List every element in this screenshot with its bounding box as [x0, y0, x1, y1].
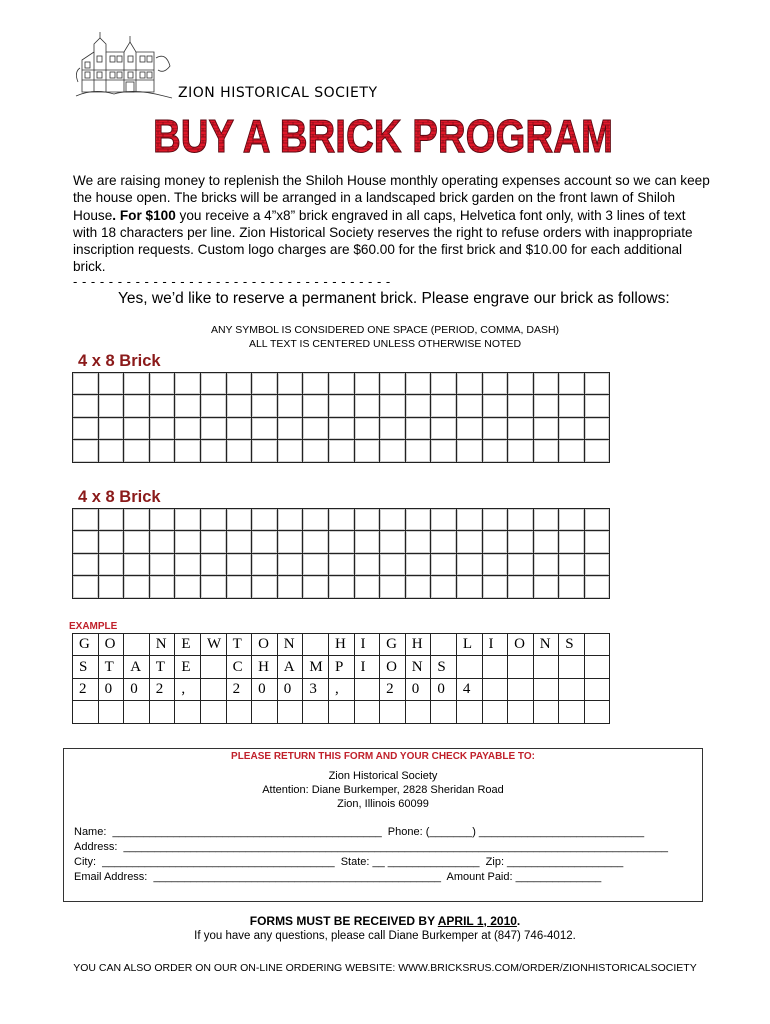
grid-cell[interactable]: [124, 373, 150, 395]
deadline-date: APRIL 1, 2010: [437, 914, 517, 928]
grid-cell: [200, 656, 226, 678]
grid-cell: [508, 678, 534, 700]
grid-cell[interactable]: [584, 440, 610, 462]
grid-cell: 0: [277, 678, 303, 700]
grid-cell[interactable]: [149, 509, 175, 531]
grid-cell[interactable]: [405, 417, 431, 439]
grid-cell: [200, 701, 226, 723]
grid-cell[interactable]: [533, 417, 559, 439]
grid-cell[interactable]: [175, 373, 201, 395]
grid-cell: [533, 656, 559, 678]
grid-cell[interactable]: [559, 576, 585, 598]
name-phone-fields[interactable]: Name: ____________________________________________ Phone: (_______) ___________________________: [74, 826, 645, 838]
grid-cell[interactable]: [456, 553, 482, 575]
grid-cell[interactable]: [482, 576, 508, 598]
grid-cell[interactable]: [559, 417, 585, 439]
grid-cell[interactable]: [354, 509, 380, 531]
deadline-prefix: FORMS MUST BE RECEIVED BY: [249, 914, 438, 928]
intro-price-bold: . For $100: [112, 207, 176, 223]
questions-contact: If you have any questions, please call Diane Burkemper at (847) 746-4012.: [194, 930, 576, 942]
grid-cell: 2: [149, 678, 175, 700]
deadline-notice: [0, 914, 770, 928]
grid-cell[interactable]: [98, 553, 124, 575]
grid-cell: G: [380, 634, 406, 656]
brick-2-title: 4 x 8 Brick: [78, 488, 161, 506]
grid-cell[interactable]: [226, 553, 252, 575]
grid-cell[interactable]: [405, 531, 431, 553]
grid-cell[interactable]: [431, 531, 457, 553]
grid-cell: N: [149, 634, 175, 656]
grid-cell[interactable]: [584, 417, 610, 439]
grid-cell[interactable]: [98, 373, 124, 395]
grid-cell: N: [277, 634, 303, 656]
address-line-2: Attention: Diane Burkemper, 2828 Sheridan Road: [262, 784, 504, 796]
grid-cell[interactable]: [303, 395, 329, 417]
grid-cell: G: [73, 634, 99, 656]
grid-cell: [456, 656, 482, 678]
grid-cell: ,: [328, 678, 354, 700]
grid-cell: 0: [124, 678, 150, 700]
grid-cell[interactable]: [533, 373, 559, 395]
intro-text-part2: you receive a 4”x8” brick engraved in all caps, Helvetica font only, with 3 lines of text with 18 characters per line. Zion Historical Society reserves the right to refuse orders with inappropriate inscription requests. Custom logo charges are $60.00 for the first brick and $10.00 for each additional brick.: [73, 207, 693, 275]
grid-cell[interactable]: [277, 440, 303, 462]
grid-cell: [584, 701, 610, 723]
grid-cell[interactable]: [431, 417, 457, 439]
grid-cell[interactable]: [354, 440, 380, 462]
grid-cell: T: [98, 656, 124, 678]
grid-cell[interactable]: [149, 395, 175, 417]
grid-cell[interactable]: [303, 531, 329, 553]
society-name: ZION HISTORICAL SOCIETY: [178, 85, 378, 101]
grid-cell: 3: [303, 678, 329, 700]
grid-cell[interactable]: [533, 395, 559, 417]
grid-row: [73, 634, 610, 656]
grid-row: [73, 576, 610, 598]
shiloh-house-illustration: [74, 22, 174, 104]
grid-cell: T: [149, 656, 175, 678]
grid-cell[interactable]: [98, 395, 124, 417]
grid-cell[interactable]: [431, 395, 457, 417]
grid-cell[interactable]: [149, 440, 175, 462]
grid-cell[interactable]: [533, 440, 559, 462]
grid-cell[interactable]: [380, 373, 406, 395]
grid-cell[interactable]: [456, 576, 482, 598]
grid-cell: 0: [405, 678, 431, 700]
grid-cell[interactable]: [533, 509, 559, 531]
grid-cell[interactable]: [277, 417, 303, 439]
grid-cell[interactable]: [431, 509, 457, 531]
grid-cell[interactable]: [252, 373, 278, 395]
grid-cell: L: [456, 634, 482, 656]
grid-cell[interactable]: [328, 509, 354, 531]
grid-cell[interactable]: [482, 440, 508, 462]
brick-1-engraving-grid[interactable]: [72, 372, 610, 463]
grid-cell: I: [354, 656, 380, 678]
email-amount-fields[interactable]: Email Address: _______________________________________________ Amount Paid: ______________: [74, 871, 602, 883]
grid-cell[interactable]: [303, 373, 329, 395]
grid-cell[interactable]: [328, 576, 354, 598]
grid-cell: 4: [456, 678, 482, 700]
grid-cell: W: [200, 634, 226, 656]
grid-cell: S: [73, 656, 99, 678]
grid-cell[interactable]: [405, 553, 431, 575]
grid-cell[interactable]: [328, 531, 354, 553]
grid-cell: [559, 678, 585, 700]
grid-cell[interactable]: [252, 417, 278, 439]
grid-cell[interactable]: [533, 553, 559, 575]
grid-cell[interactable]: [124, 440, 150, 462]
grid-cell: N: [533, 634, 559, 656]
grid-cell[interactable]: [149, 417, 175, 439]
address-line-3: Zion, Illinois 60099: [337, 798, 429, 810]
grid-cell[interactable]: [252, 509, 278, 531]
grid-cell[interactable]: [584, 509, 610, 531]
grid-cell[interactable]: [354, 373, 380, 395]
grid-cell: [124, 634, 150, 656]
grid-cell[interactable]: [277, 553, 303, 575]
grid-row: [73, 509, 610, 531]
grid-cell[interactable]: [559, 440, 585, 462]
grid-cell[interactable]: [354, 576, 380, 598]
online-order-website: YOU CAN ALSO ORDER ON OUR ON-LINE ORDERING WEBSITE: WWW.BRICKSRUS.COM/ORDER/ZIONHISTORICALSOCIETY: [73, 962, 697, 974]
grid-cell[interactable]: [277, 395, 303, 417]
grid-cell[interactable]: [98, 417, 124, 439]
grid-cell[interactable]: [508, 373, 534, 395]
grid-cell[interactable]: [431, 553, 457, 575]
grid-cell[interactable]: [124, 553, 150, 575]
grid-cell[interactable]: [328, 440, 354, 462]
grid-cell: [98, 701, 124, 723]
grid-cell: H: [252, 656, 278, 678]
buy-a-brick-headline: [148, 110, 618, 160]
grid-cell[interactable]: [584, 576, 610, 598]
grid-cell: S: [559, 634, 585, 656]
brick-1-title: 4 x 8 Brick: [78, 352, 161, 370]
grid-cell[interactable]: [508, 553, 534, 575]
grid-cell: [124, 701, 150, 723]
grid-cell[interactable]: [533, 576, 559, 598]
grid-cell[interactable]: [303, 509, 329, 531]
grid-cell[interactable]: [175, 509, 201, 531]
grid-cell[interactable]: [508, 576, 534, 598]
grid-row: [73, 656, 610, 678]
grid-cell[interactable]: [559, 395, 585, 417]
grid-row: [73, 678, 610, 700]
grid-cell[interactable]: [98, 576, 124, 598]
grid-cell: [431, 701, 457, 723]
grid-cell: [584, 634, 610, 656]
grid-cell: A: [277, 656, 303, 678]
brick-2-engraving-grid[interactable]: [72, 508, 610, 599]
grid-cell: [559, 701, 585, 723]
grid-cell[interactable]: [98, 509, 124, 531]
grid-row: [73, 553, 610, 575]
grid-cell: [533, 701, 559, 723]
grid-cell[interactable]: [456, 373, 482, 395]
grid-cell[interactable]: [584, 373, 610, 395]
grid-cell[interactable]: [482, 373, 508, 395]
grid-cell: [456, 701, 482, 723]
reserve-instruction: Yes, we’d like to reserve a permanent brick. Please engrave our brick as follows:: [118, 290, 670, 307]
grid-cell: C: [226, 656, 252, 678]
grid-cell[interactable]: [200, 509, 226, 531]
grid-cell[interactable]: [328, 395, 354, 417]
grid-cell: [328, 701, 354, 723]
grid-cell[interactable]: [226, 440, 252, 462]
grid-cell[interactable]: [508, 531, 534, 553]
grid-cell: [303, 634, 329, 656]
grid-cell: [508, 701, 534, 723]
grid-cell[interactable]: [175, 553, 201, 575]
grid-cell[interactable]: [124, 395, 150, 417]
grid-row: [73, 395, 610, 417]
grid-cell[interactable]: [98, 440, 124, 462]
grid-cell: M: [303, 656, 329, 678]
grid-cell[interactable]: [252, 395, 278, 417]
grid-cell[interactable]: [252, 576, 278, 598]
grid-cell[interactable]: [200, 395, 226, 417]
example-engraving-grid: [72, 633, 610, 724]
grid-cell[interactable]: [303, 576, 329, 598]
grid-cell: [482, 656, 508, 678]
grid-cell[interactable]: [149, 531, 175, 553]
grid-cell[interactable]: [303, 417, 329, 439]
grid-cell[interactable]: [380, 395, 406, 417]
grid-cell: A: [124, 656, 150, 678]
grid-cell[interactable]: [98, 531, 124, 553]
grid-cell: [380, 701, 406, 723]
grid-cell[interactable]: [508, 417, 534, 439]
grid-cell[interactable]: [584, 395, 610, 417]
grid-cell[interactable]: [328, 417, 354, 439]
grid-cell[interactable]: [456, 395, 482, 417]
grid-cell: ,: [175, 678, 201, 700]
grid-cell[interactable]: [175, 440, 201, 462]
grid-cell[interactable]: [533, 531, 559, 553]
grid-cell[interactable]: [508, 509, 534, 531]
grid-cell: 2: [380, 678, 406, 700]
grid-cell[interactable]: [431, 440, 457, 462]
grid-cell[interactable]: [456, 531, 482, 553]
grid-cell[interactable]: [405, 395, 431, 417]
grid-cell[interactable]: [73, 440, 99, 462]
grid-cell: [149, 701, 175, 723]
grid-row: [73, 701, 610, 723]
symbol-note: ANY SYMBOL IS CONSIDERED ONE SPACE (PERIOD, COMMA, DASH): [210, 324, 560, 336]
grid-cell[interactable]: [200, 531, 226, 553]
grid-cell: P: [328, 656, 354, 678]
example-label: EXAMPLE: [69, 621, 118, 632]
grid-cell[interactable]: [252, 553, 278, 575]
centered-note: ALL TEXT IS CENTERED UNLESS OTHERWISE NOTED: [248, 338, 522, 350]
grid-cell[interactable]: [73, 373, 99, 395]
grid-cell[interactable]: [73, 417, 99, 439]
grid-cell[interactable]: [431, 576, 457, 598]
grid-cell[interactable]: [175, 417, 201, 439]
grid-cell: [508, 656, 534, 678]
grid-cell[interactable]: [431, 373, 457, 395]
grid-cell: [431, 634, 457, 656]
city-state-zip-fields[interactable]: City: ______________________________________ State: __ _______________ Zip: ___________________: [74, 856, 624, 868]
address-line-1: Zion Historical Society: [328, 770, 438, 782]
grid-cell: H: [405, 634, 431, 656]
grid-cell[interactable]: [175, 531, 201, 553]
grid-row: [73, 417, 610, 439]
grid-cell[interactable]: [149, 553, 175, 575]
grid-cell[interactable]: [73, 531, 99, 553]
grid-cell[interactable]: [226, 509, 252, 531]
return-form-title: PLEASE RETURN THIS FORM AND YOUR CHECK PAYABLE TO:: [231, 751, 535, 762]
grid-cell: [533, 678, 559, 700]
grid-cell[interactable]: [508, 440, 534, 462]
grid-cell: E: [175, 656, 201, 678]
grid-cell: [559, 656, 585, 678]
grid-cell[interactable]: [584, 553, 610, 575]
grid-cell[interactable]: [482, 531, 508, 553]
grid-cell: I: [354, 634, 380, 656]
intro-paragraph: [73, 172, 713, 276]
grid-cell[interactable]: [200, 440, 226, 462]
grid-cell[interactable]: [559, 531, 585, 553]
grid-cell[interactable]: [277, 531, 303, 553]
grid-cell[interactable]: [456, 417, 482, 439]
grid-cell: 0: [431, 678, 457, 700]
grid-cell[interactable]: [252, 440, 278, 462]
grid-cell: O: [252, 634, 278, 656]
grid-cell[interactable]: [124, 417, 150, 439]
grid-row: [73, 531, 610, 553]
grid-cell: [354, 678, 380, 700]
grid-cell: 2: [226, 678, 252, 700]
grid-cell[interactable]: [73, 395, 99, 417]
grid-cell[interactable]: [405, 576, 431, 598]
dashed-separator: - - - - - - - - - - - - - - - - - - - - - - - - - - - - - - - - - - - -: [73, 274, 391, 289]
grid-cell: [303, 701, 329, 723]
grid-cell[interactable]: [73, 576, 99, 598]
grid-cell[interactable]: [482, 395, 508, 417]
grid-cell[interactable]: [277, 509, 303, 531]
grid-cell: O: [380, 656, 406, 678]
grid-cell[interactable]: [405, 509, 431, 531]
grid-cell[interactable]: [303, 553, 329, 575]
grid-cell[interactable]: [380, 509, 406, 531]
grid-cell: [200, 678, 226, 700]
grid-cell[interactable]: [226, 576, 252, 598]
grid-cell: S: [431, 656, 457, 678]
grid-cell[interactable]: [303, 440, 329, 462]
grid-cell: [405, 701, 431, 723]
grid-cell[interactable]: [252, 531, 278, 553]
grid-cell: O: [98, 634, 124, 656]
grid-cell[interactable]: [559, 509, 585, 531]
grid-cell[interactable]: [380, 417, 406, 439]
grid-cell[interactable]: [584, 531, 610, 553]
grid-cell[interactable]: [200, 373, 226, 395]
grid-cell: H: [328, 634, 354, 656]
grid-cell[interactable]: [226, 417, 252, 439]
grid-cell: T: [226, 634, 252, 656]
grid-cell[interactable]: [380, 576, 406, 598]
headline-text: BUY A BRICK PROGRAM: [153, 110, 613, 162]
grid-cell[interactable]: [175, 576, 201, 598]
grid-cell[interactable]: [200, 576, 226, 598]
grid-cell[interactable]: [200, 553, 226, 575]
grid-cell[interactable]: [354, 395, 380, 417]
grid-cell[interactable]: [405, 373, 431, 395]
grid-cell: N: [405, 656, 431, 678]
grid-cell[interactable]: [73, 509, 99, 531]
grid-cell[interactable]: [149, 576, 175, 598]
grid-cell[interactable]: [149, 373, 175, 395]
grid-cell: O: [508, 634, 534, 656]
grid-cell[interactable]: [226, 531, 252, 553]
grid-cell[interactable]: [124, 531, 150, 553]
grid-cell[interactable]: [456, 440, 482, 462]
grid-cell[interactable]: [328, 553, 354, 575]
grid-cell[interactable]: [124, 509, 150, 531]
grid-cell: [482, 678, 508, 700]
grid-cell[interactable]: [277, 373, 303, 395]
grid-cell: I: [482, 634, 508, 656]
grid-cell[interactable]: [559, 373, 585, 395]
grid-cell[interactable]: [380, 553, 406, 575]
grid-cell[interactable]: [73, 553, 99, 575]
intro-text-part1: We are raising money to replenish the Shiloh House monthly operating expenses account so we can keep the house open. The bricks will be arranged in a landscaped brick garden on the front lawn of Shiloh House: [73, 173, 710, 223]
grid-cell[interactable]: [559, 553, 585, 575]
grid-cell: 2: [73, 678, 99, 700]
grid-cell: [354, 701, 380, 723]
grid-cell: [277, 701, 303, 723]
grid-cell[interactable]: [508, 395, 534, 417]
grid-cell: E: [175, 634, 201, 656]
grid-cell[interactable]: [482, 417, 508, 439]
grid-row: [73, 373, 610, 395]
grid-cell[interactable]: [226, 395, 252, 417]
grid-row: [73, 440, 610, 462]
grid-cell: 0: [252, 678, 278, 700]
grid-cell: [482, 701, 508, 723]
grid-cell[interactable]: [354, 531, 380, 553]
grid-cell[interactable]: [482, 553, 508, 575]
grid-cell[interactable]: [354, 417, 380, 439]
grid-cell[interactable]: [175, 395, 201, 417]
grid-cell: [584, 656, 610, 678]
grid-cell: [252, 701, 278, 723]
grid-cell: [584, 678, 610, 700]
grid-cell[interactable]: [482, 509, 508, 531]
grid-cell[interactable]: [277, 576, 303, 598]
grid-cell: [175, 701, 201, 723]
grid-cell[interactable]: [456, 509, 482, 531]
address-field[interactable]: Address: _________________________________________________________________________________________: [74, 841, 668, 853]
grid-cell[interactable]: [328, 373, 354, 395]
grid-cell[interactable]: [226, 373, 252, 395]
grid-cell: [73, 701, 99, 723]
grid-cell[interactable]: [200, 417, 226, 439]
grid-cell[interactable]: [354, 553, 380, 575]
grid-cell[interactable]: [380, 440, 406, 462]
grid-cell[interactable]: [380, 531, 406, 553]
grid-cell[interactable]: [405, 440, 431, 462]
deadline-suffix: .: [516, 914, 521, 928]
grid-cell: 0: [98, 678, 124, 700]
grid-cell[interactable]: [124, 576, 150, 598]
grid-cell: [226, 701, 252, 723]
